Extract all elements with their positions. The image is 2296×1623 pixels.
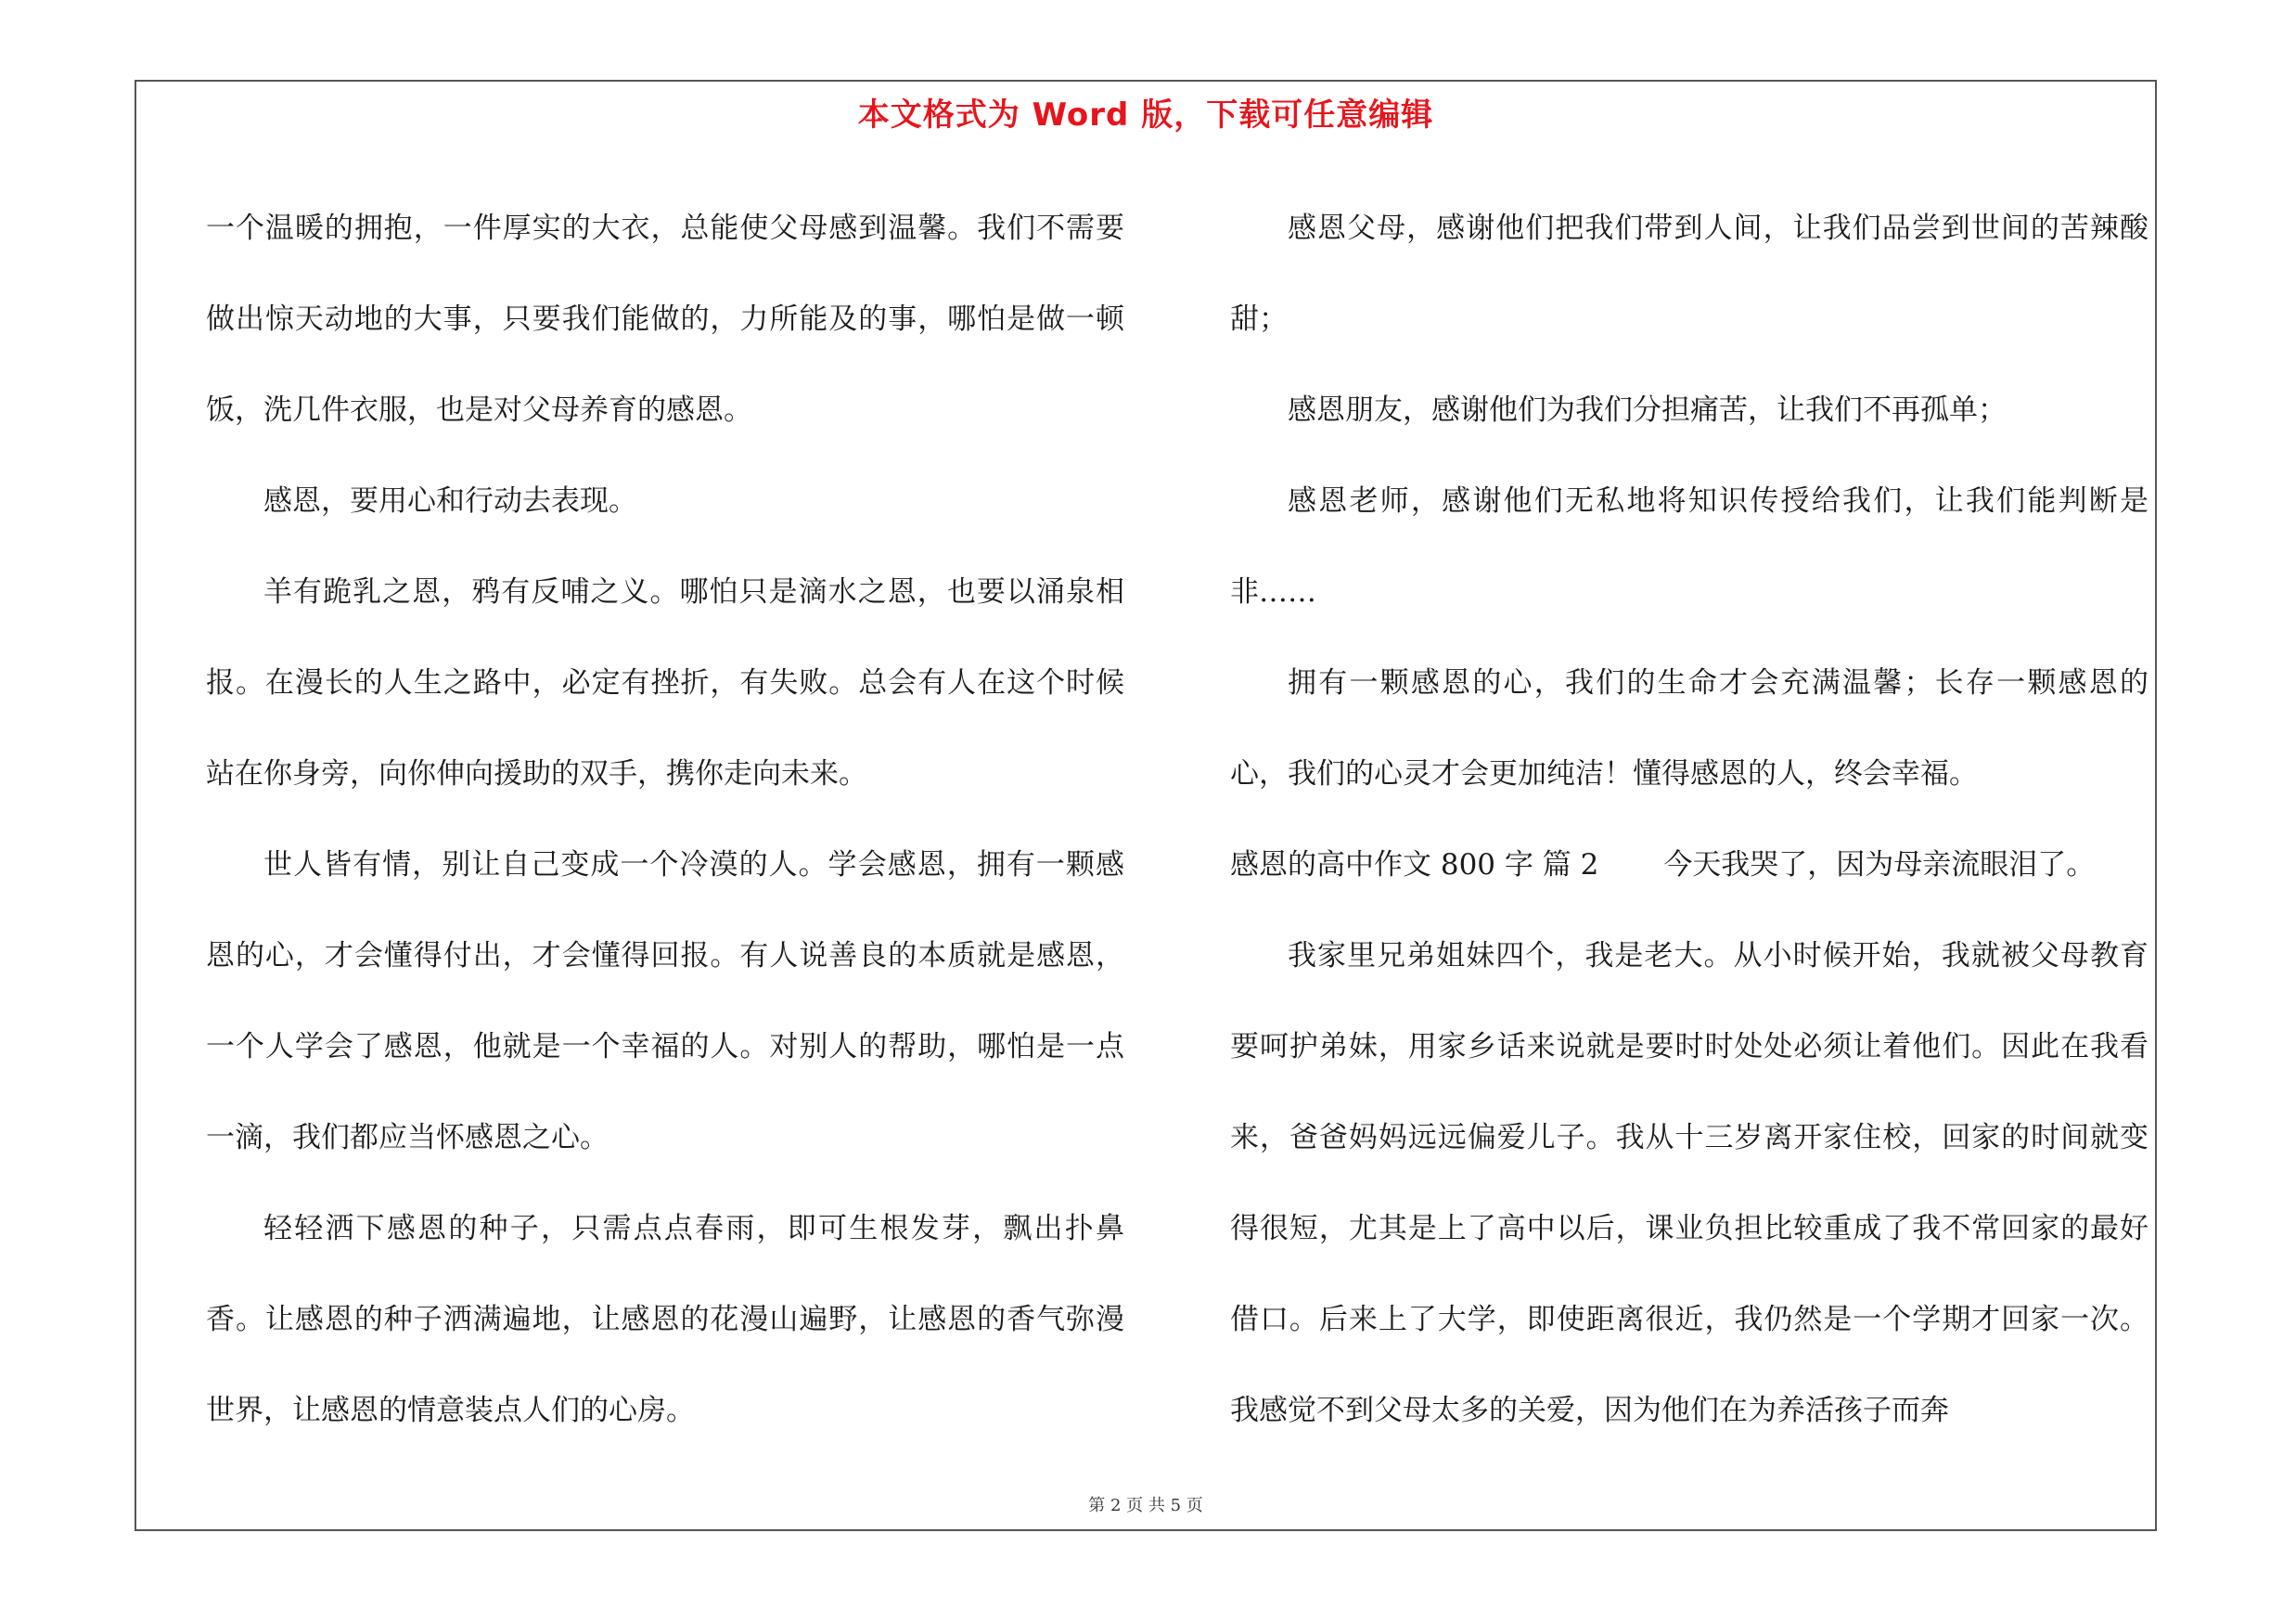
paragraph: 世人皆有情，别让自己变成一个冷漠的人。学会感恩，拥有一颗感恩的心，才会懂得付出，才会懂得回报。有人说善良的本质就是感恩，一个人学会了感恩，他就是一个幸福的人。对别人的帮助，哪怕是一点一滴，我们都应当怀感恩之心。 [206,848,1124,1154]
paragraph: 一个温暖的拥抱，一件厚实的大衣，总能使父母感到温馨。我们不需要做出惊天动地的大事，只要我们能做的，力所能及的事，哪怕是做一顿饭，洗几件衣服，也是对父母养育的感恩。 [206,212,1124,427]
section-heading: 感恩的高中作文 800 字 篇 2 [1230,848,1599,882]
left-column [206,183,1124,1456]
right-column [1230,183,2148,1456]
paragraph: 拥有一颗感恩的心，我们的生命才会充满温馨；长存一颗感恩的心，我们的心灵才会更加纯洁！懂得感恩的人，终会幸福。 [1230,666,2148,791]
paragraph: 感恩，要用心和行动去表现。 [263,484,637,518]
page-number-footer: 第 2 页 共 5 页 [1088,1496,1203,1515]
paragraph: 我家里兄弟姐妹四个，我是老大。从小时候开始，我就被父母教育要呵护弟妹，用家乡话来说就是要时时处处必须让着他们。因此在我看来，爸爸妈妈远远偏爱儿子。我从十三岁离开家住校，回家的时间就变得很短，尤其是上了高中以后，课业负担比较重成了我不常回家的最好借口。后来上了大学，即使距离很近，我仍然是一个学期才回家一次。我感觉不到父母太多的关爱，因为他们在为养活孩子而奔 [1230,939,2148,1427]
paragraph: 轻轻洒下感恩的种子，只需点点春雨，即可生根发芽，飘出扑鼻香。让感恩的种子洒满遍地，让感恩的花漫山遍野，让感恩的香气弥漫世界，让感恩的情意装点人们的心房。 [206,1212,1124,1427]
section-first-line: 今天我哭了，因为母亲流眼泪了。 [1663,848,2096,882]
word-format-banner: 本文格式为 Word 版，下载可任意编辑 [857,97,1434,134]
paragraph: 感恩老师，感谢他们无私地将知识传授给我们，让我们能判断是非…… [1230,484,2148,609]
paragraph: 羊有跪乳之恩，鸦有反哺之义。哪怕只是滴水之恩，也要以涌泉相报。在漫长的人生之路中，必定有挫折，有失败。总会有人在这个时候站在你身旁，向你伸向援助的双手，携你走向未来。 [206,575,1124,791]
section-heading-line [1230,819,2148,910]
paragraph: 感恩父母，感谢他们把我们带到人间，让我们品尝到世间的苦辣酸甜； [1230,212,2148,336]
paragraph: 感恩朋友，感谢他们为我们分担痛苦，让我们不再孤单； [1288,393,2007,427]
